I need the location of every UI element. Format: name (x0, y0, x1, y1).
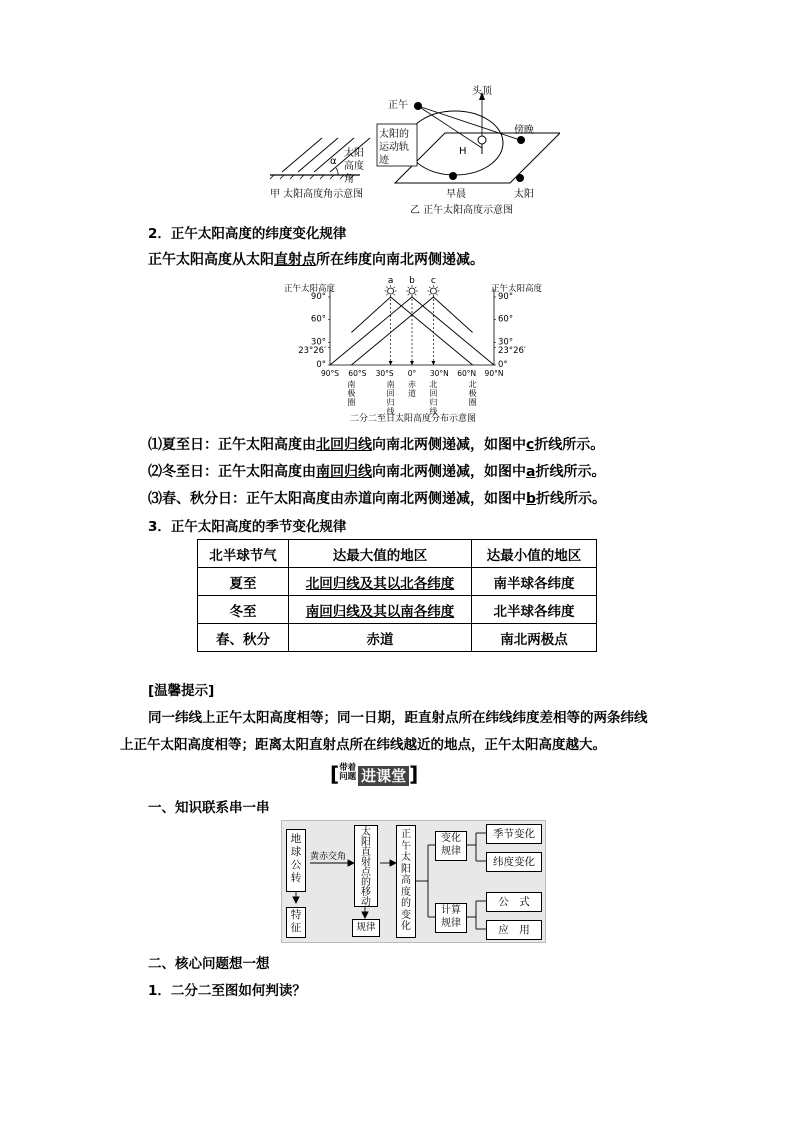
mindmap (281, 820, 546, 943)
sun-ray (393, 287, 394, 288)
touding-label: 头顶 (472, 86, 492, 97)
banner-bracket-left: [ (330, 762, 340, 786)
table-cell: 北半球各纬度 (472, 596, 597, 624)
intro-underlined: 直射点 (274, 252, 316, 268)
angle-label-3: 角 (344, 174, 354, 185)
zhengwu-label: 正午 (388, 100, 408, 111)
x-tick-label: 0° (407, 369, 417, 378)
tip-line-1: 同一纬线上正午太阳高度相等；同一日期，距直射点所在纬线纬度差相等的两条纬线 (148, 710, 648, 726)
sun-icon (409, 288, 415, 294)
x-lat-label: 归 (429, 398, 438, 407)
latitude-chart (282, 273, 544, 425)
table-cell: 冬至 (198, 596, 289, 624)
part2-heading: 二、核心问题想一想 (148, 956, 270, 972)
mm-lat: 纬度变化 (486, 852, 542, 872)
x-tick-label: 30°N (429, 369, 449, 378)
tip-label: [温馨提示] (148, 683, 215, 699)
mm-feature: 特征 (286, 907, 306, 938)
table-header: 达最小值的地区 (472, 540, 597, 568)
rule-1 (148, 434, 604, 454)
mm-tilt: 黄赤交角 (310, 852, 347, 862)
x-tick-label: 60°S (348, 369, 367, 378)
taiyang-label: 太阳 (514, 189, 534, 200)
mm-calc: 计算 规律 (435, 903, 467, 933)
y-tick-label-right: 23°26′ (498, 346, 526, 357)
rule-3-u2: b (526, 491, 537, 507)
y-tick-label-left: 60° (310, 314, 326, 325)
top-figure (260, 88, 560, 216)
zaochen-label: 早晨 (446, 189, 466, 200)
rule-3-pre: ⑶春、秋分日：正午太阳高度由赤道向南北两侧递减，如图中 (148, 491, 526, 507)
table-cell: 夏至 (198, 568, 289, 596)
y-tick-label-right: 60° (498, 314, 514, 325)
table-header: 北半球节气 (198, 540, 289, 568)
rule-2-pre: ⑵冬至日：正午太阳高度由 (148, 464, 316, 480)
series-letter-b: b (409, 276, 415, 286)
mm-apply: 应 用 (486, 920, 542, 940)
y-tick-label-right: 30° (498, 337, 514, 348)
mm-change: 变化 规律 (435, 831, 467, 861)
angle-label-1: 太阳 (344, 148, 364, 159)
x-tick-label: 90°S (320, 369, 340, 378)
x-lat-label: 道 (408, 389, 416, 398)
sun-ray (436, 287, 437, 288)
latitude-chart-svg (282, 273, 544, 425)
sun-ray (393, 294, 394, 295)
banner-big: 进课堂 (358, 766, 409, 786)
y-tick-label-left: 0° (316, 360, 326, 370)
sun-ray (386, 294, 387, 295)
x-lat-label: 线 (429, 407, 438, 416)
rule-2-mid: 向南北两侧递减，如图中 (372, 464, 526, 480)
x-lat-label: 圈 (347, 398, 356, 407)
season-table (197, 539, 597, 652)
section3-heading: 3．正午太阳高度的季节变化规律 (148, 519, 347, 535)
h-label: H (459, 146, 467, 157)
arrow-head (389, 361, 393, 365)
x-lat-label: 极 (347, 389, 356, 398)
table-row (198, 624, 597, 652)
sun-ray (436, 294, 437, 295)
mm-season: 季节变化 (486, 824, 542, 844)
x-lat-label: 线 (386, 407, 395, 416)
alpha-label: α (330, 156, 337, 167)
rule-1-u1: 北回归线 (316, 437, 372, 453)
sun-ray (408, 294, 409, 295)
tip-line-2: 上正午太阳高度相等；距离太阳直射点所在纬线越近的地点，正午太阳高度越大。 (120, 737, 606, 753)
table-cell: 南北两极点 (472, 624, 597, 652)
x-lat-label: 极 (468, 389, 477, 398)
x-tick-label: 30°S (375, 369, 394, 378)
x-lat-label: 归 (386, 398, 395, 407)
mm-earth: 地 球 公 转 (286, 829, 306, 892)
table-header-row (198, 540, 597, 568)
y-tick-label-left: 23°26′ (298, 346, 326, 357)
intro-post: 所在纬度向南北两侧递减。 (316, 252, 484, 268)
caption-b: 乙 正午太阳高度示意图 (410, 205, 514, 216)
sun-ray (386, 287, 387, 288)
track-label-2: 运动轨 (379, 142, 409, 153)
track-label-3: 迹 (379, 155, 389, 166)
part2-question-1: 1．二分二至图如何判读？ (148, 983, 306, 999)
sun-icon (388, 288, 394, 294)
rule-3-post: 折线所示。 (536, 491, 607, 507)
banner (330, 762, 418, 786)
rule-2-u2: a (526, 464, 536, 480)
sun-ray (415, 287, 416, 288)
y-tick-label-left: 90° (310, 292, 326, 302)
x-tick-label: 60°N (457, 369, 477, 378)
x-tick-label: 90°N (484, 369, 504, 378)
banner-bracket-right: ] (409, 762, 419, 786)
sun-ray (415, 294, 416, 295)
x-lat-label: 南 (386, 380, 395, 389)
sun-ray (429, 287, 430, 288)
x-lat-label: 圈 (468, 398, 477, 407)
rule-2-u1: 南回归线 (316, 464, 372, 480)
mm-direct: 太 阳 直 射 点 的 移 动 (354, 825, 378, 907)
table-cell: 南回归线及其以南各纬度 (289, 596, 472, 624)
table-row (198, 568, 597, 596)
x-lat-label: 南 (347, 380, 356, 389)
section2-intro (148, 249, 484, 269)
section2-heading: 2．正午太阳高度的纬度变化规律 (148, 226, 347, 242)
rule-3 (148, 488, 606, 508)
rule-1-pre: ⑴夏至日：正午太阳高度由 (148, 437, 316, 453)
x-lat-label: 北 (429, 380, 438, 389)
rule-1-post: 折线所示。 (534, 437, 605, 453)
y-tick-label-left: 30° (310, 337, 326, 348)
x-lat-label: 回 (429, 389, 438, 398)
table-cell: 南半球各纬度 (472, 568, 597, 596)
intro-pre: 正午太阳高度从太阳 (148, 252, 274, 268)
series-letter-c: c (430, 276, 436, 286)
banner-small (339, 764, 356, 782)
table-cell: 北回归线及其以北各纬度 (289, 568, 472, 596)
banner-small-1: 带着 (339, 763, 357, 773)
y-axis-label-right: 正午太阳高度 (490, 284, 542, 294)
caption-a: 甲 太阳高度角示意图 (270, 189, 364, 200)
y-tick-label-right: 0° (498, 360, 508, 370)
rule-1-u2: c (526, 437, 535, 453)
table-cell: 春、秋分 (198, 624, 289, 652)
bangwan-label: 傍晚 (514, 125, 534, 136)
track-label-1: 太阳的 (379, 129, 409, 140)
table-row (198, 596, 597, 624)
mm-formula: 公 式 (486, 892, 542, 912)
arrow-head (410, 361, 414, 365)
sun-icon (430, 288, 436, 294)
rule-1-mid: 向南北两侧递减，如图中 (372, 437, 526, 453)
table-header: 达最大值的地区 (289, 540, 472, 568)
mm-rule: 规律 (352, 919, 380, 937)
y-tick-label-right: 90° (498, 292, 514, 302)
sun-ray (408, 287, 409, 288)
y-axis-label-left: 正午太阳高度 (284, 284, 336, 294)
chart-title: 二分二至日太阳高度分布示意图 (349, 414, 477, 424)
series-letter-a: a (387, 276, 394, 286)
part1-heading: 一、知识联系串一串 (148, 800, 270, 816)
x-lat-label: 赤 (408, 380, 416, 389)
x-lat-label: 回 (386, 389, 395, 398)
arrow-head (431, 361, 435, 365)
banner-small-2: 问题 (339, 772, 357, 782)
angle-label-2: 高度 (344, 161, 364, 172)
x-lat-label: 北 (468, 380, 477, 389)
mm-noon: 正 午 太 阳 高 度 的 变 化 (396, 825, 416, 938)
table-cell: 赤道 (289, 624, 472, 652)
sun-ray (429, 294, 430, 295)
rule-2-post: 折线所示。 (535, 464, 606, 480)
rule-2 (148, 461, 605, 481)
